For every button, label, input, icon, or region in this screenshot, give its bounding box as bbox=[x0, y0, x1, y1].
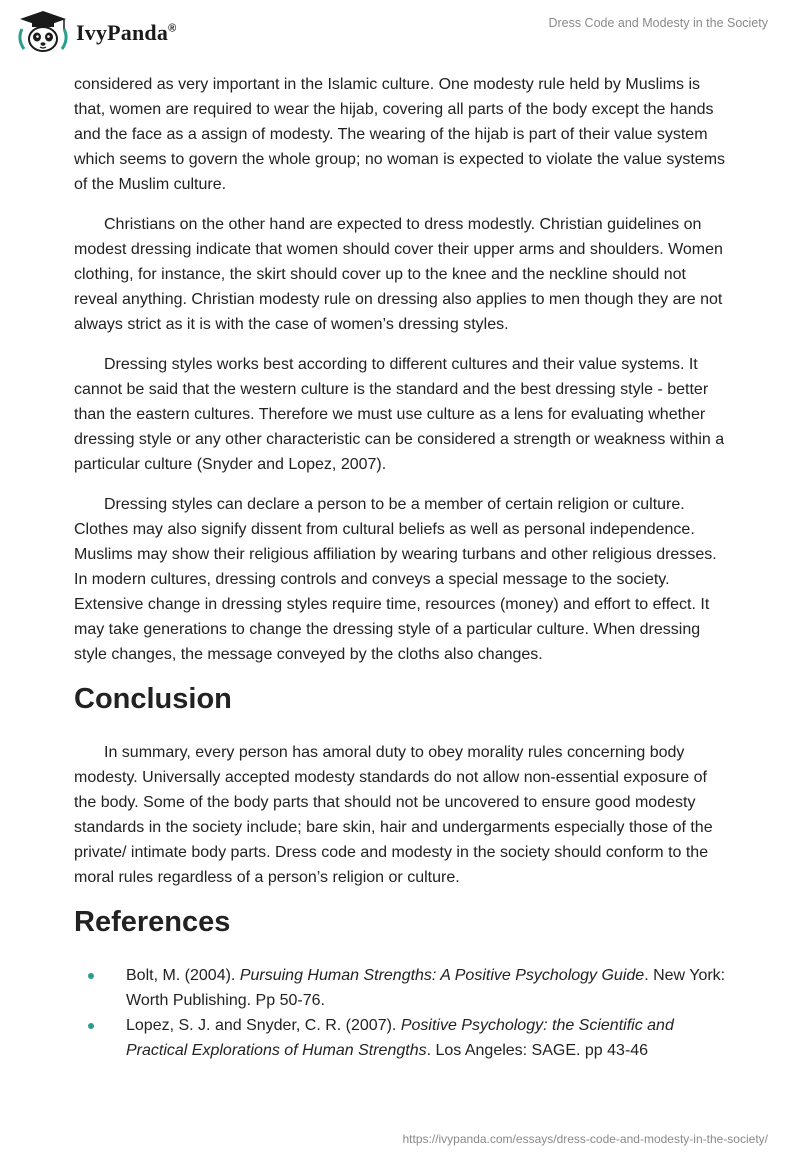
conclusion-paragraph: In summary, every person has amoral duty to obey morality rules concerning body modesty. Universally accepted modesty standards do not allow non-essential exposure of the body. Some of the body parts that should not be uncovered to ensure good modesty standards in the society include; bare skin, hair and undergarments especially those of the private/ intimate body parts. Dress code and modesty in the society should conform to the moral rules regardless of a person’s religion or culture. bbox=[74, 744, 713, 886]
paragraph: Dressing styles works best according to different cultures and their value systems. It cannot be said that the western culture is the standard and the best dressing style - better than the eastern cultures. Therefore we must use culture as a lens for evaluating whether dressing style or any other characteristic can be considered a strength or weakness within a particular culture (Snyder and Lopez, 2007). bbox=[74, 356, 725, 473]
reference-authors: Bolt, M. (2004). bbox=[126, 967, 240, 984]
bullet-icon bbox=[88, 1023, 94, 1029]
paragraph: considered as very important in the Islamic culture. One modesty rule held by Muslims is that, women are required to wear the hijab, covering all parts of the body except the hands and the face as a assign of modesty. The wearing of the hijab is part of their value system which seems to govern the whole group; no woman is expected to violate the value systems of the Muslim culture. bbox=[74, 76, 726, 193]
references-heading: References bbox=[74, 906, 231, 938]
references-list bbox=[74, 963, 730, 1063]
reference-publisher: . Los Angeles: SAGE. pp 43-46 bbox=[426, 1042, 649, 1059]
paragraph: Christians on the other hand are expected to dress modestly. Christian guidelines on modest dressing indicate that women should cover their upper arms and shoulders. Women clothing, for instance, the skirt should cover up to the knee and the neckline should not reveal anything. Christian modesty rule on dressing also applies to men though they are not always strict as it is with the case of women’s dressing styles. bbox=[74, 216, 723, 333]
reference-title: Pursuing Human Strengths: A Positive Psychology Guide bbox=[239, 967, 645, 984]
bullet-icon bbox=[88, 973, 94, 979]
source-url-link[interactable]: https://ivypanda.com/essays/dress-code-and-modesty-in-the-society/ bbox=[402, 1132, 768, 1146]
ivypanda-logo[interactable] bbox=[14, 9, 176, 55]
paragraph: Dressing styles can declare a person to be a member of certain religion or culture. Clothes may also signify dissent from cultural beliefs as well as personal independence. Muslims may show their religious affiliation by wearing turbans and other religious dresses. In modern cultures, dressing controls and conveys a special message to the society. Extensive change in dressing styles require time, resources (money) and effort to effect. It may take generations to change the dressing style of a particular culture. When dressing style changes, the message conveyed by the cloths also changes. bbox=[74, 496, 717, 663]
panda-graduation-cap-icon bbox=[14, 9, 72, 55]
reference-publisher: . New York: Worth Publishing. Pp 50-76. bbox=[126, 967, 726, 1009]
reference-item bbox=[74, 1013, 730, 1063]
reference-item bbox=[74, 963, 730, 1013]
logo-text: IvyPanda® bbox=[76, 20, 177, 45]
document-title: Dress Code and Modesty in the Society bbox=[548, 16, 768, 30]
reference-authors: Lopez, S. J. and Snyder, C. R. (2007). bbox=[126, 1017, 401, 1034]
page-header bbox=[0, 0, 800, 70]
essay-content bbox=[74, 72, 730, 1063]
conclusion-heading: Conclusion bbox=[74, 683, 232, 715]
reference-title: Positive Psychology: the Scientific and Practical Explorations of Human Strengths bbox=[126, 1017, 674, 1059]
